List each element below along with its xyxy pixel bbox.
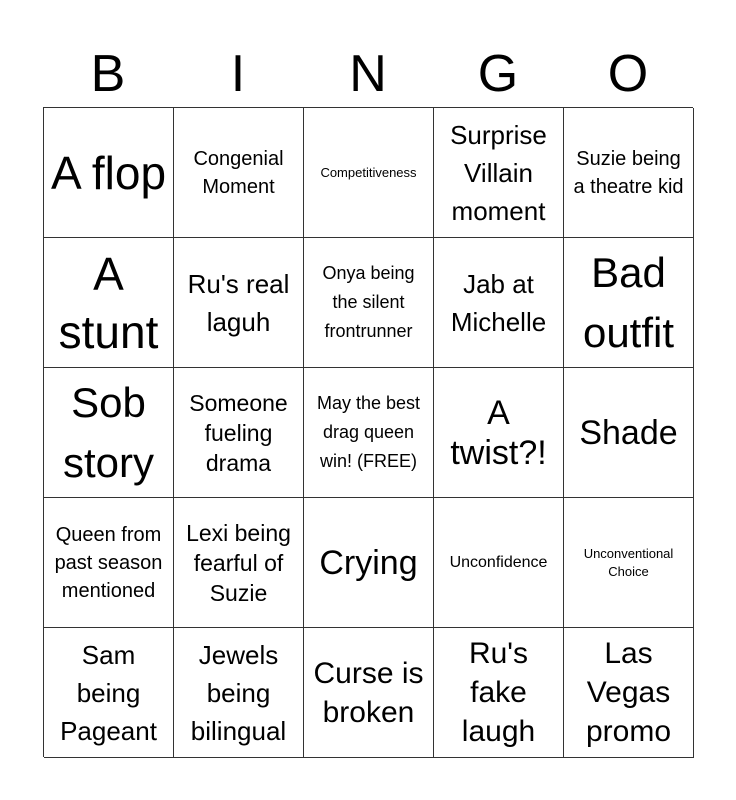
bingo-cell[interactable]	[174, 238, 304, 368]
bingo-cell[interactable]	[304, 498, 434, 628]
bingo-cell[interactable]	[44, 238, 174, 368]
bingo-cell free-cell[interactable]	[564, 368, 694, 498]
bingo-cell[interactable]	[44, 628, 174, 758]
cell-text: Crying	[319, 543, 418, 582]
bingo-cell[interactable]	[434, 628, 564, 758]
cell-text: Las Vegas promo	[585, 637, 672, 748]
bingo-board	[43, 107, 693, 757]
cell-text: Ru's real laguh	[187, 268, 290, 337]
bingo-cell[interactable]	[44, 108, 174, 238]
cell-text: Someone fueling drama	[189, 389, 288, 476]
bingo-cell[interactable]	[174, 108, 304, 238]
bingo-cell[interactable]	[434, 498, 564, 628]
cell-text: Curse is broken	[313, 656, 424, 729]
bingo-cell[interactable]	[174, 368, 304, 498]
bingo-cell[interactable]	[174, 628, 304, 758]
cell-text: Sob story	[62, 378, 154, 486]
bingo-cell[interactable]	[304, 368, 434, 498]
cell-text: Sam being Pageant	[60, 639, 157, 746]
header-letter-i: I	[230, 45, 246, 103]
header-letter-g: G	[477, 45, 519, 103]
cell-text: Jab at Michelle	[450, 268, 547, 337]
bingo-cell[interactable]	[44, 498, 174, 628]
header-letter-n: N	[349, 45, 387, 103]
bingo-cell[interactable]	[564, 238, 694, 368]
bingo-cell[interactable]	[564, 498, 694, 628]
bingo-cell[interactable]	[434, 108, 564, 238]
cell-text: Lexi being fearful of Suzie	[186, 519, 291, 606]
cell-text: Unconfidence	[449, 553, 548, 571]
cell-text: Onya being the silent frontrunner	[322, 263, 415, 341]
cell-text: May the best drag queen win! (FREE)	[316, 393, 421, 471]
bingo-cell[interactable]	[304, 628, 434, 758]
cell-text: Congenial Moment	[193, 147, 284, 198]
cell-text: Unconventional Choice	[583, 545, 674, 579]
bingo-cell[interactable]	[434, 368, 564, 498]
cell-text: Competitiveness	[320, 164, 417, 180]
cell-text: Queen from past season mentioned	[54, 523, 163, 602]
bingo-cell[interactable]	[564, 108, 694, 238]
bingo-cell[interactable]	[174, 498, 304, 628]
bingo-cell[interactable]	[434, 238, 564, 368]
cell-text: A twist?!	[450, 393, 547, 472]
cell-text: Jewels being bilingual	[190, 639, 287, 746]
bingo-cell[interactable]	[44, 368, 174, 498]
cell-text: Surprise Villain moment	[450, 119, 547, 226]
cell-text: A flop	[50, 146, 167, 199]
header-letter-o: O	[607, 45, 649, 103]
bingo-header	[43, 40, 693, 108]
cell-text: Ru's fake laugh	[461, 637, 536, 748]
bingo-cell[interactable]	[304, 238, 434, 368]
cell-text: A stunt	[58, 247, 159, 358]
cell-text: Suzie being a theatre kid	[573, 147, 684, 198]
bingo-cell[interactable]	[564, 628, 694, 758]
bingo-cell[interactable]	[304, 108, 434, 238]
header-letter-b: B	[90, 45, 126, 103]
cell-text: Shade	[579, 413, 678, 452]
cell-text: Bad outfit	[582, 248, 675, 356]
